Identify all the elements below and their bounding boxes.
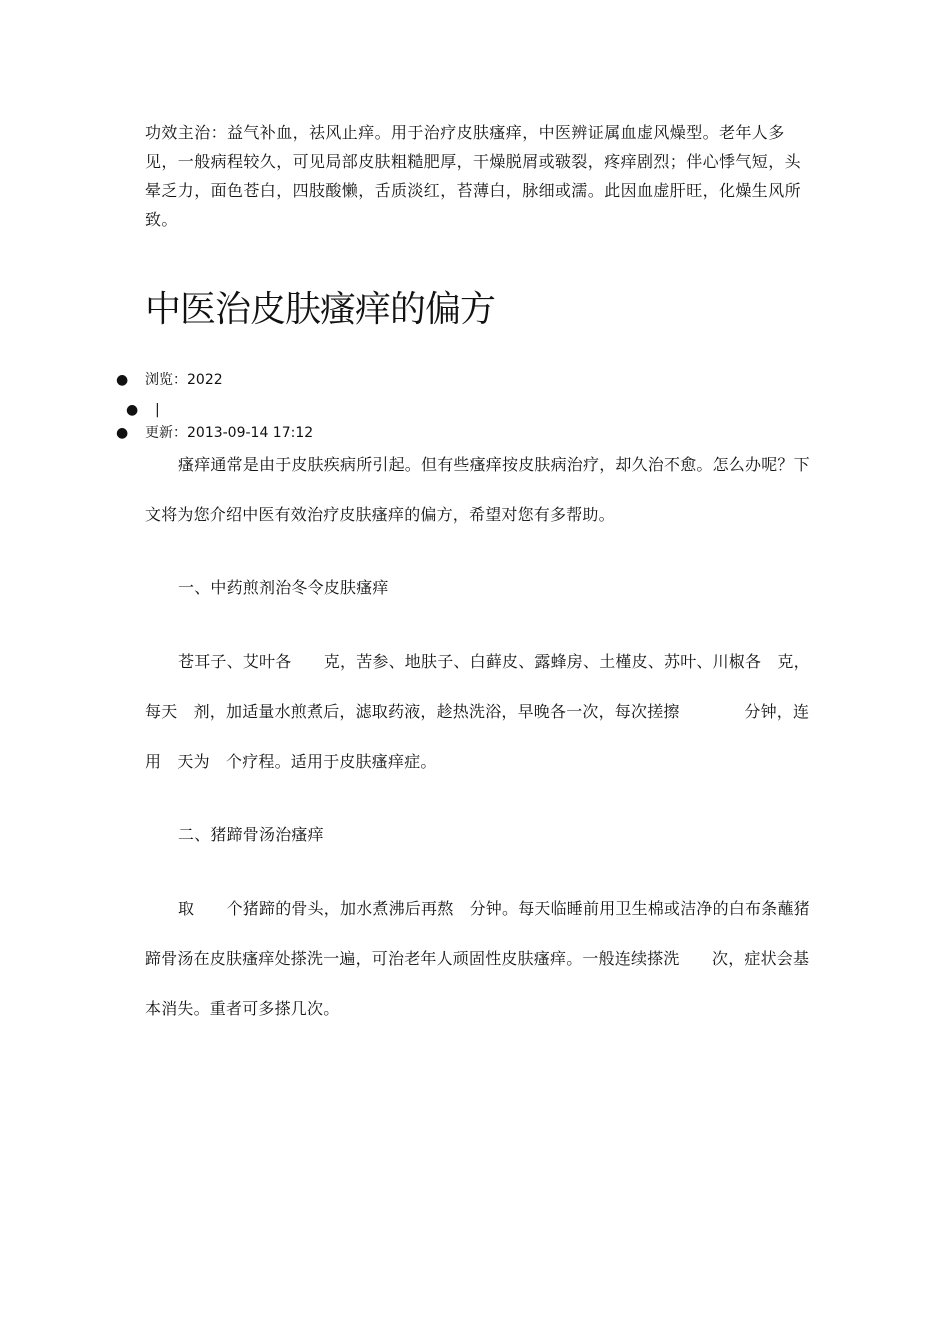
section-2-text: 取 个猪蹄的骨头，加水煮沸后再熬 分钟。每天临睡前用卫生棉或洁净的白布条蘸猪蹄骨汤在皮肤瘙痒处搽洗一遍，可治老年人顽固性皮肤瘙痒。一般连续搽洗 次，症状会基本消失。重者可多搽几次。 [145, 899, 810, 1018]
updated-date: 更新：2013-09-14 17:12 [145, 425, 314, 441]
section-2 [145, 824, 810, 846]
article-intro-paragraph [145, 440, 810, 540]
page-title: 中医治皮肤瘙痒的偏方 [145, 289, 496, 330]
views-count: 浏览：2022 [145, 372, 223, 388]
section-1 [145, 577, 810, 599]
section-1-text: 苍耳子、艾叶各 克，苦参、地肤子、白藓皮、露蜂房、土槿皮、苏叶、川椒各 克，每天 剂，加适量水煎煮后，滤取药液，趁热洗浴，早晚各一次，每次搓擦 分钟，连用 天为 个疗程。适用于皮肤瘙痒症。 [145, 652, 810, 771]
meta-separator: | [155, 402, 160, 418]
bullet-icon: ● [126, 402, 139, 418]
section-2-heading: 二、猪蹄骨汤治瘙痒 [178, 825, 324, 844]
article-intro-text: 瘙痒通常是由于皮肤疾病所引起。但有些瘙痒按皮肤病治疗，却久治不愈。怎么办呢？下文将为您介绍中医有效治疗皮肤瘙痒的偏方，希望对您有多帮助。 [145, 455, 810, 524]
section-1-heading: 一、中药煎剂治冬令皮肤瘙痒 [178, 578, 389, 597]
section-2-body [145, 884, 810, 1034]
bullet-icon: ● [116, 372, 129, 388]
bullet-icon: ● [116, 425, 129, 441]
intro-paragraph: 功效主治：益气补血，祛风止痒。用于治疗皮肤瘙痒，中医辨证属血虚风燥型。老年人多见，一般病程较久，可见局部皮肤粗糙肥厚，干燥脱屑或皲裂，疼痒剧烈；伴心悸气短，头晕乏力，面色苍白，四肢酸懒，舌质淡红，苔薄白，脉细或濡。此因血虚肝旺，化燥生风所致。 [145, 123, 802, 229]
section-1-body [145, 637, 810, 787]
